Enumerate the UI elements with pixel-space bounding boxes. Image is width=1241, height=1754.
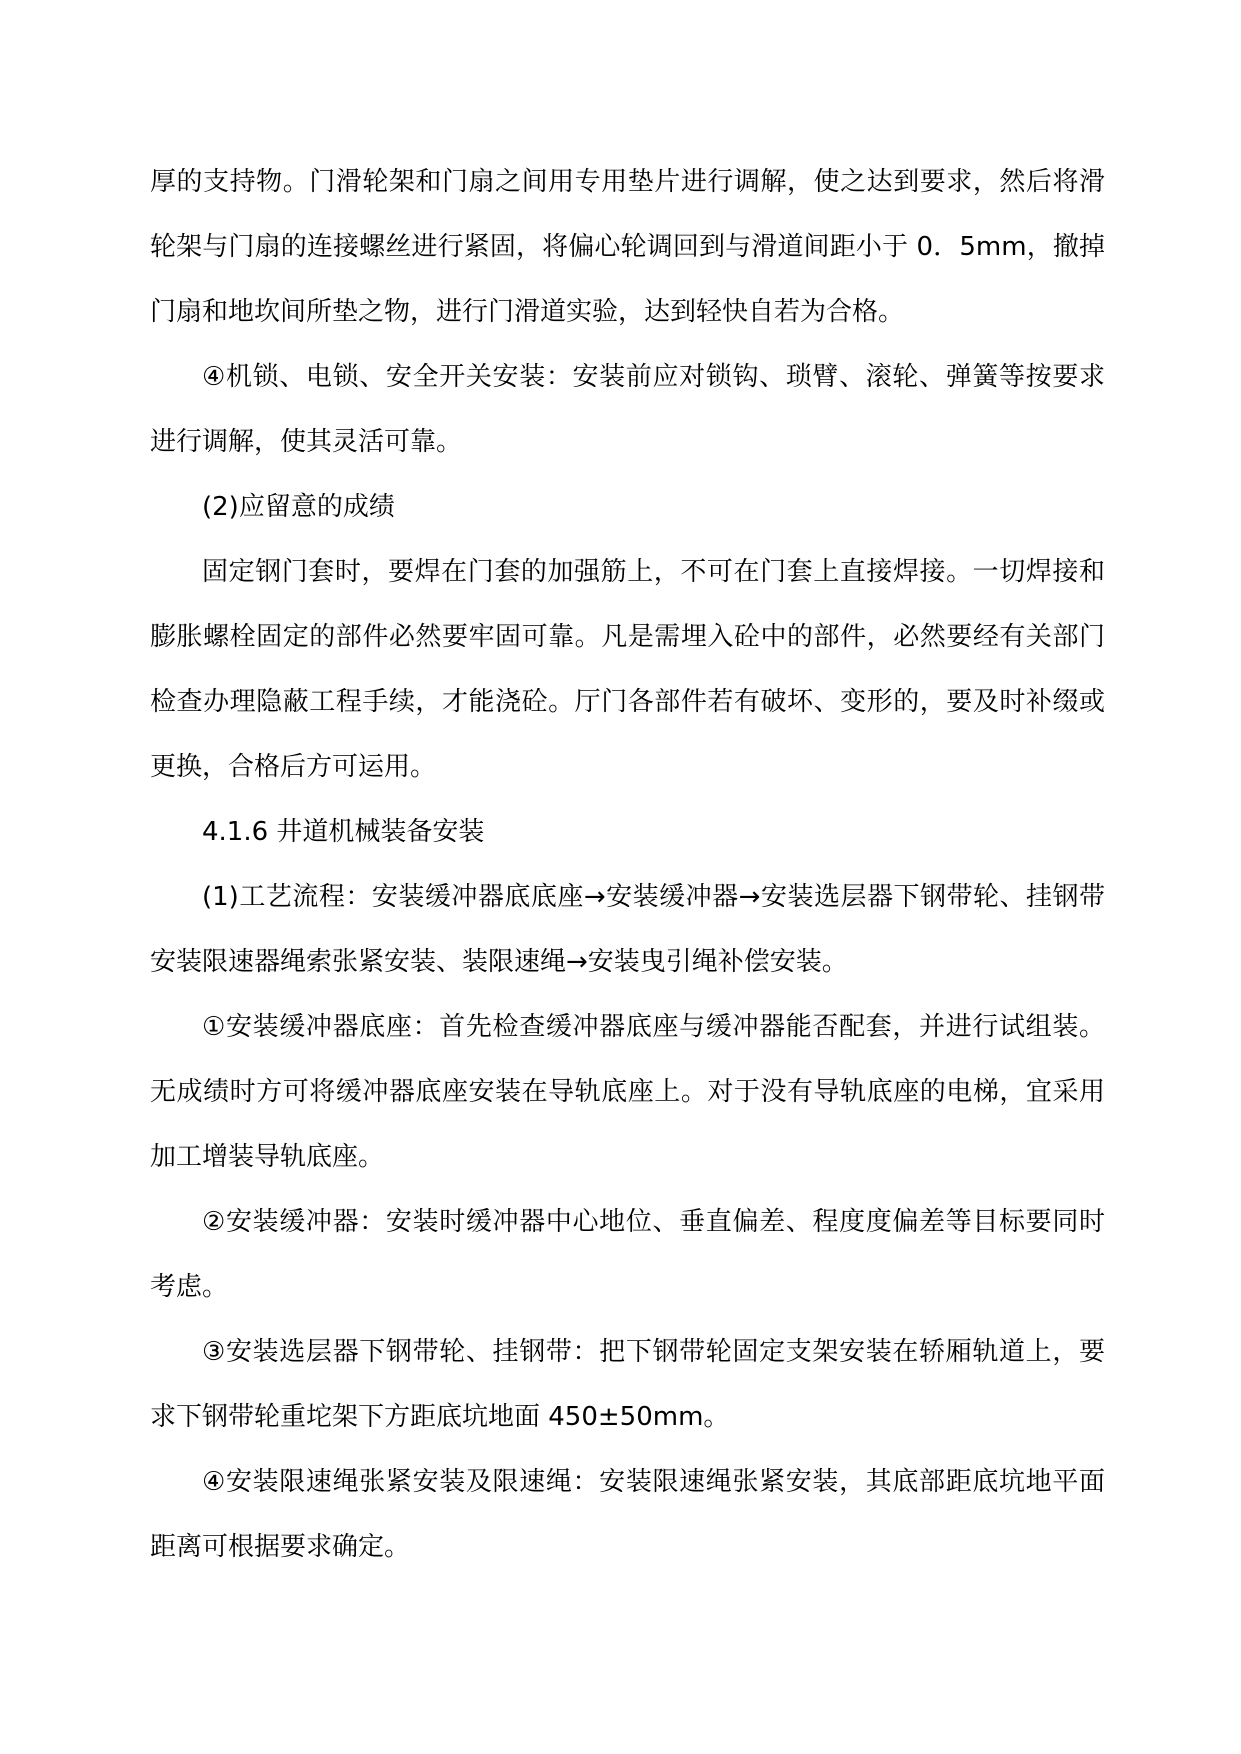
paragraph-9: ③安装选层器下钢带轮、挂钢带：把下钢带轮固定支架安装在轿厢轨道上，要求下钢带轮重坨架下方距底坑地面 450±50mm。	[150, 1337, 1105, 1432]
paragraph-1: 厚的支持物。门滑轮架和门扇之间用专用垫片进行调解，使之达到要求，然后将滑轮架与门扇的连接螺丝进行紧固，将偏心轮调回到与滑道间距小于 0．5mm，撤掉门扇和地坎间所垫之物，进行门滑道实验，达到轻快自若为合格。	[150, 167, 1105, 327]
section-heading-4-1-6: 4.1.6 井道机械装备安装	[202, 817, 485, 847]
paragraph-10: ④安装限速绳张紧安装及限速绳：安装限速绳张紧安装，其底部距底坑地平面距离可根据要求确定。	[150, 1467, 1105, 1562]
section-heading-2: (2)应留意的成绩	[202, 492, 395, 522]
paragraph-4: 固定钢门套时，要焊在门套的加强筋上，不可在门套上直接焊接。一切焊接和膨胀螺栓固定的部件必然要牢固可靠。凡是需埋入砼中的部件，必然要经有关部门检查办理隐蔽工程手续，才能浇砼。厅门各部件若有破坏、变形的，要及时补缀或更换，合格后方可运用。	[150, 557, 1105, 782]
paragraph-8: ②安装缓冲器：安装时缓冲器中心地位、垂直偏差、程度度偏差等目标要同时考虑。	[150, 1207, 1105, 1302]
document-page	[150, 150, 1105, 1580]
paragraph-2: ④机锁、电锁、安全开关安装：安装前应对锁钩、琐臂、滚轮、弹簧等按要求进行调解，使其灵活可靠。	[150, 362, 1105, 457]
paragraph-6: (1)工艺流程：安装缓冲器底底座→安装缓冲器→安装选层器下钢带轮、挂钢带安装限速器绳索张紧安装、装限速绳→安装曳引绳补偿安装。	[150, 882, 1105, 977]
paragraph-7: ①安装缓冲器底座：首先检查缓冲器底座与缓冲器能否配套，并进行试组装。无成绩时方可将缓冲器底座安装在导轨底座上。对于没有导轨底座的电梯，宜采用加工增装导轨底座。	[150, 1012, 1105, 1172]
